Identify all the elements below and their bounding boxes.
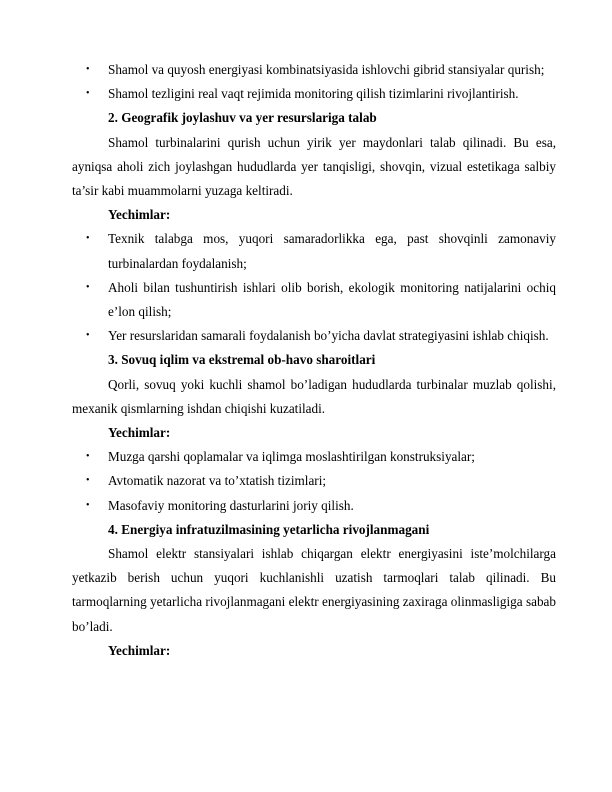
solutions-heading: Yechimlar: <box>108 207 171 223</box>
paragraph: Qorli, sovuq yoki kuchli shamol bo’ladigan hududlarda turbinalar muzlab qolishi, mexanik qismlarning ishdan chiqishi kuzatiladi. <box>72 376 556 416</box>
list-item-text: Shamol va quyosh energiyasi kombinatsiyasida ishlovchi gibrid stansiyalar qurish; <box>108 62 545 77</box>
bullet-icon: • <box>86 451 90 463</box>
section-heading: 4. Energiya infratuzilmasining yetarlicha rivojlanmagani <box>108 521 430 537</box>
list-item <box>72 469 556 493</box>
list-item <box>72 58 556 82</box>
list-item-text: Aholi bilan tushuntirish ishlari olib borish, ekologik monitoring natijalarini ochiq e’lon qilish; <box>108 279 556 320</box>
section-heading: 3. Sovuq iqlim va ekstremal ob-havo sharoitlari <box>108 352 376 368</box>
list-item-text: Shamol tezligini real vaqt rejimida monitoring qilish tizimlarini rivojlantirish. <box>108 86 519 102</box>
paragraph: Shamol elektr stansiyalari ishlab chiqargan elektr energiyasini iste’molchilarga yetkazib berish uchun yuqori kuchlanishli uzatish tarmoqlari talab qilinadi. Bu tarmoqlarning yetarlicha rivojlanmagani elektr energiyasining zaxiraga olinmasligiga sabab bo’ladi. <box>72 546 556 634</box>
list-item <box>72 276 556 324</box>
bullet-icon: • <box>86 233 90 245</box>
list-item <box>72 324 556 348</box>
bullet-icon: • <box>86 475 90 487</box>
solutions-heading: Yechimlar: <box>108 642 171 658</box>
document-body <box>72 58 556 663</box>
bullet-icon: • <box>86 330 90 342</box>
bullet-icon: • <box>86 88 90 100</box>
bullet-icon: • <box>86 64 90 75</box>
solutions-heading: Yechimlar: <box>108 425 171 441</box>
list-item <box>72 445 556 469</box>
list-item <box>72 82 556 106</box>
list-item <box>72 494 556 518</box>
bullet-icon: • <box>86 281 90 293</box>
bullet-icon: • <box>86 499 90 511</box>
list-item-text: Masofaviy monitoring dasturlarini joriy qilish. <box>108 497 354 513</box>
list-item-text: Yer resurslaridan samarali foydalanish bo’yicha davlat strategiyasini ishlab chiqish. <box>108 328 549 344</box>
list-item-text: Avtomatik nazorat va to’xtatish tizimlari; <box>108 473 327 489</box>
list-item <box>72 227 556 275</box>
list-item-text: Texnik talabga mos, yuqori samaradorlikka ega, past shovqinli zamonaviy turbinalardan foydalanish; <box>108 231 556 271</box>
section-heading: 2. Geografik joylashuv va yer resurslariga talab <box>108 110 377 126</box>
list-item-text: Muzga qarshi qoplamalar va iqlimga moslashtirilgan konstruksiyalar; <box>108 449 475 465</box>
paragraph: Shamol turbinalarini qurish uchun yirik yer maydonlari talab qilinadi. Bu esa, ayniqsa aholi zich joylashgan hududlarda yer tanqisligi, shovqin, vizual estetikaga salbiy ta’sir kabi muammolarni yuzaga keltiradi. <box>72 134 556 199</box>
